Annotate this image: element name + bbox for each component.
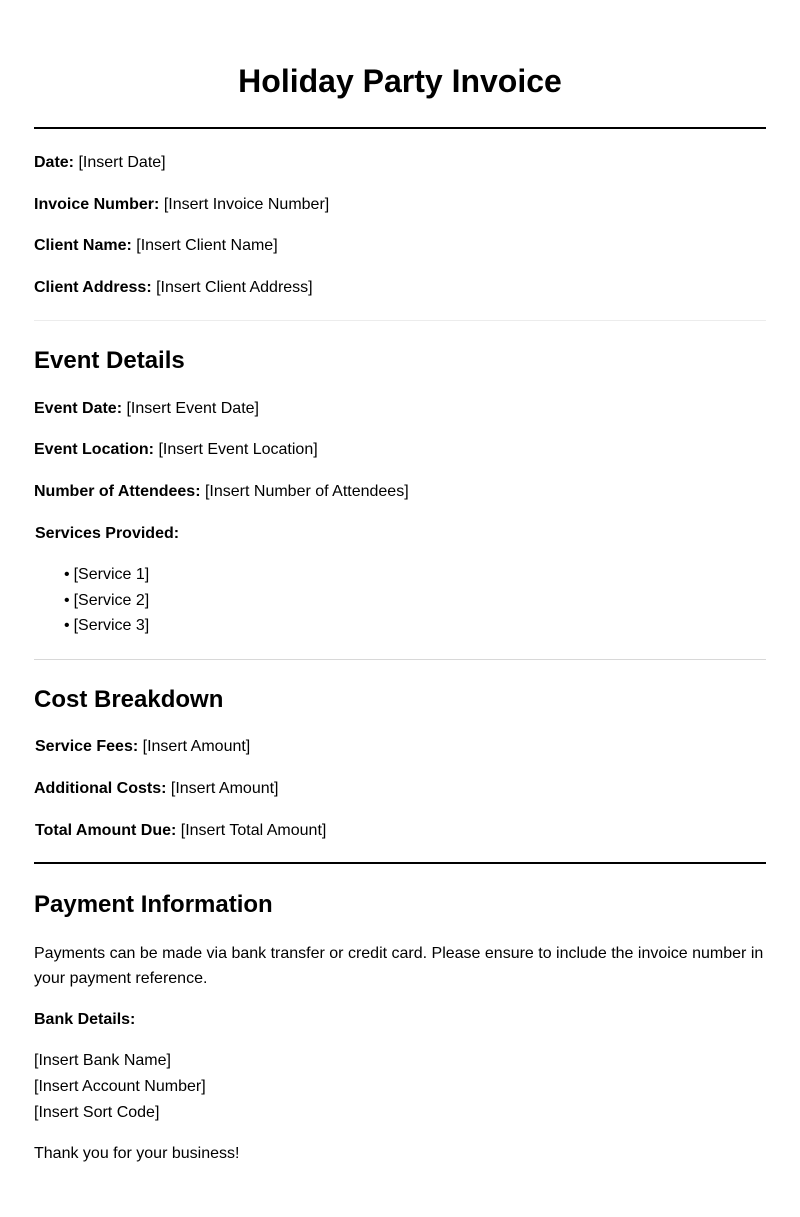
additional-costs-field	[34, 779, 279, 799]
event-date-value: [Insert Event Date]	[126, 400, 259, 417]
total-amount-value: [Insert Total Amount]	[180, 822, 327, 839]
list-item: • [Service 3]	[64, 616, 149, 642]
invoice-number-field	[34, 195, 329, 215]
services-list	[64, 565, 149, 642]
section-divider	[34, 862, 766, 864]
date-label: Date:	[34, 154, 75, 171]
list-item: • [Service 1]	[64, 565, 149, 591]
attendees-field	[34, 482, 409, 502]
client-address-field	[34, 278, 313, 298]
event-date-label: Event Date:	[34, 400, 123, 417]
bank-name: [Insert Bank Name]	[34, 1052, 171, 1069]
event-location-label: Event Location:	[34, 441, 155, 458]
account-number: [Insert Account Number]	[34, 1078, 206, 1095]
closing-text: Thank you for your business!	[34, 1145, 240, 1162]
payment-instructions: Payments can be made via bank transfer or credit card. Please ensure to include the invoice number in your payment reference.	[34, 945, 764, 987]
service-fees-label: Service Fees:	[35, 738, 139, 755]
event-location-field	[34, 440, 318, 460]
client-name-value: [Insert Client Name]	[136, 237, 278, 254]
attendees-value: [Insert Number of Attendees]	[204, 483, 409, 500]
event-location-value: [Insert Event Location]	[158, 441, 318, 458]
date-value: [Insert Date]	[78, 154, 166, 171]
sort-code: [Insert Sort Code]	[34, 1104, 160, 1121]
invoice-number-label: Invoice Number:	[34, 196, 160, 213]
payment-information-heading: Payment Information	[34, 891, 273, 918]
bank-details-label: Bank Details:	[34, 1011, 136, 1028]
service-fees-field	[35, 737, 250, 757]
list-item: • [Service 2]	[64, 591, 149, 617]
attendees-label: Number of Attendees:	[34, 483, 201, 500]
event-details-heading: Event Details	[34, 347, 185, 374]
bank-details	[34, 1051, 206, 1129]
additional-costs-value: [Insert Amount]	[170, 780, 279, 797]
section-divider	[34, 659, 766, 660]
client-name-field	[34, 236, 278, 256]
title-divider	[34, 127, 766, 129]
invoice-number-value: [Insert Invoice Number]	[163, 196, 330, 213]
page-title: Holiday Party Invoice	[238, 63, 562, 99]
client-address-value: [Insert Client Address]	[156, 279, 313, 296]
client-name-label: Client Name:	[34, 237, 132, 254]
date-field	[34, 153, 166, 173]
section-divider	[34, 320, 766, 321]
service-fees-value: [Insert Amount]	[142, 738, 251, 755]
cost-breakdown-heading: Cost Breakdown	[34, 686, 224, 713]
additional-costs-label: Additional Costs:	[34, 780, 167, 797]
total-amount-label: Total Amount Due:	[35, 822, 177, 839]
event-date-field	[34, 399, 259, 419]
total-amount-field	[35, 821, 326, 841]
client-address-label: Client Address:	[34, 279, 152, 296]
services-provided-label: Services Provided:	[35, 525, 180, 542]
